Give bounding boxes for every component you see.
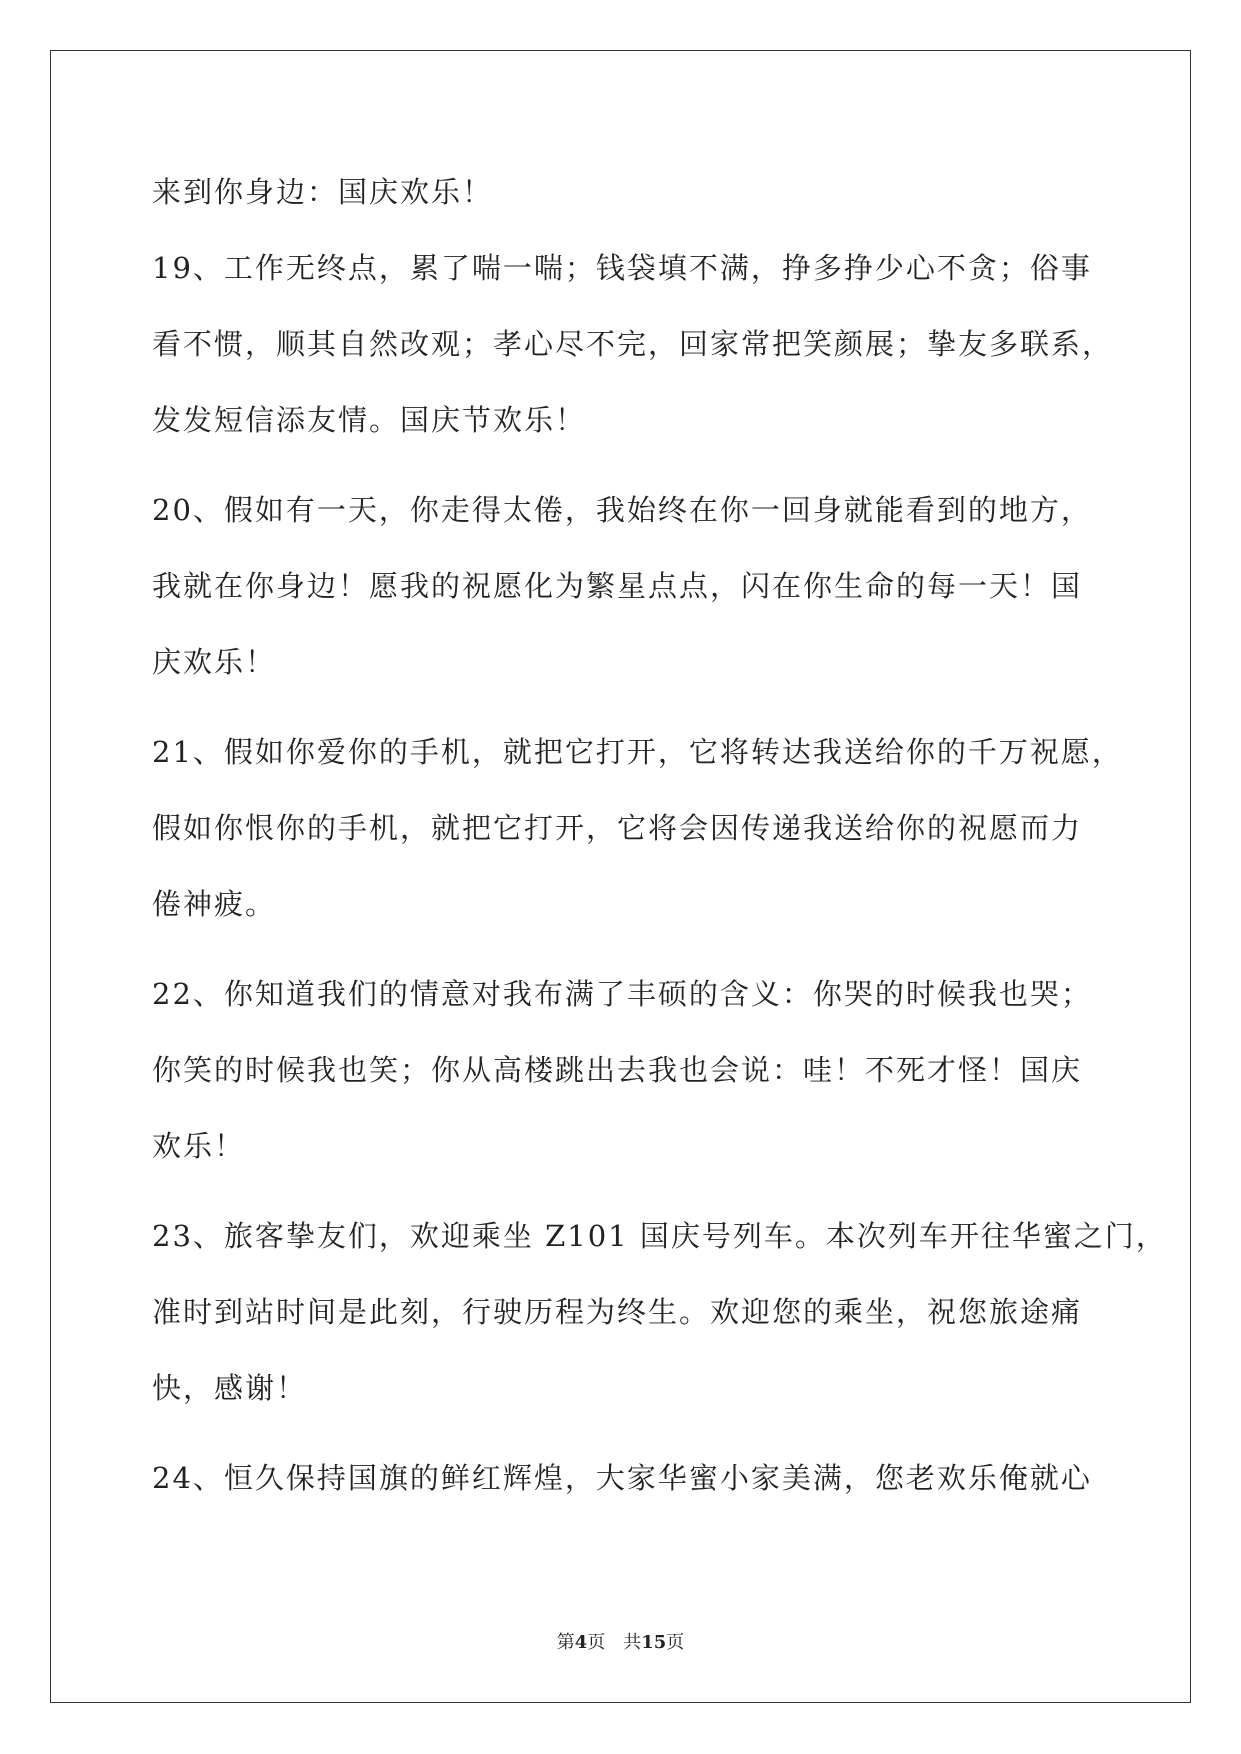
- body-line: 22、你知道我们的情意对我布满了丰硕的含义：你哭的时候我也哭；: [152, 977, 1092, 1011]
- body-line: 欢乐！: [152, 1129, 246, 1163]
- body-line: 看不惯，顺其自然改观；孝心尽不完，回家常把笑颜展；挚友多联系，: [152, 327, 1114, 361]
- body-line: 19、工作无终点，累了喘一喘；钱袋填不满，挣多挣少心不贪；俗事: [152, 251, 1092, 285]
- body-line: 23、旅客挚友们，欢迎乘坐 Z101 国庆号列车。本次列车开往华蜜之门，: [152, 1219, 1167, 1253]
- body-line: 21、假如你爱你的手机，就把它打开，它将转达我送给你的千万祝愿，: [152, 735, 1123, 769]
- body-line: 准时到站时间是此刻，行驶历程为终生。欢迎您的乘坐，祝您旅途痛: [152, 1295, 1083, 1329]
- body-line: 你笑的时候我也笑；你从高楼跳出去我也会说：哇！不死才怪！国庆: [152, 1053, 1083, 1087]
- body-line: 快，感谢！: [152, 1371, 308, 1405]
- body-line: 我就在你身边！愿我的祝愿化为繁星点点，闪在你生命的每一天！国: [152, 569, 1083, 603]
- body-line: 倦神疲。: [152, 887, 277, 921]
- body-line: 来到你身边：国庆欢乐！: [152, 175, 494, 209]
- total-page-count: 15: [641, 1632, 667, 1653]
- current-page-number: 4: [574, 1632, 588, 1653]
- body-line: 24、恒久保持国旗的鲜红辉煌，大家华蜜小家美满，您老欢乐俺就心: [152, 1461, 1092, 1495]
- footer-prefix: 第: [556, 1632, 575, 1653]
- page-footer: [0, 1628, 1241, 1654]
- footer-middle: 页 共: [587, 1632, 642, 1653]
- body-line: 假如你恨你的手机，就把它打开，它将会因传递我送给你的祝愿而力: [152, 811, 1083, 845]
- body-line: 发发短信添友情。国庆节欢乐！: [152, 403, 587, 437]
- page-frame: [50, 50, 1191, 1703]
- body-line: 庆欢乐！: [152, 645, 277, 679]
- body-line: 20、假如有一天，你走得太倦，我始终在你一回身就能看到的地方，: [152, 493, 1092, 527]
- footer-suffix: 页: [666, 1632, 685, 1653]
